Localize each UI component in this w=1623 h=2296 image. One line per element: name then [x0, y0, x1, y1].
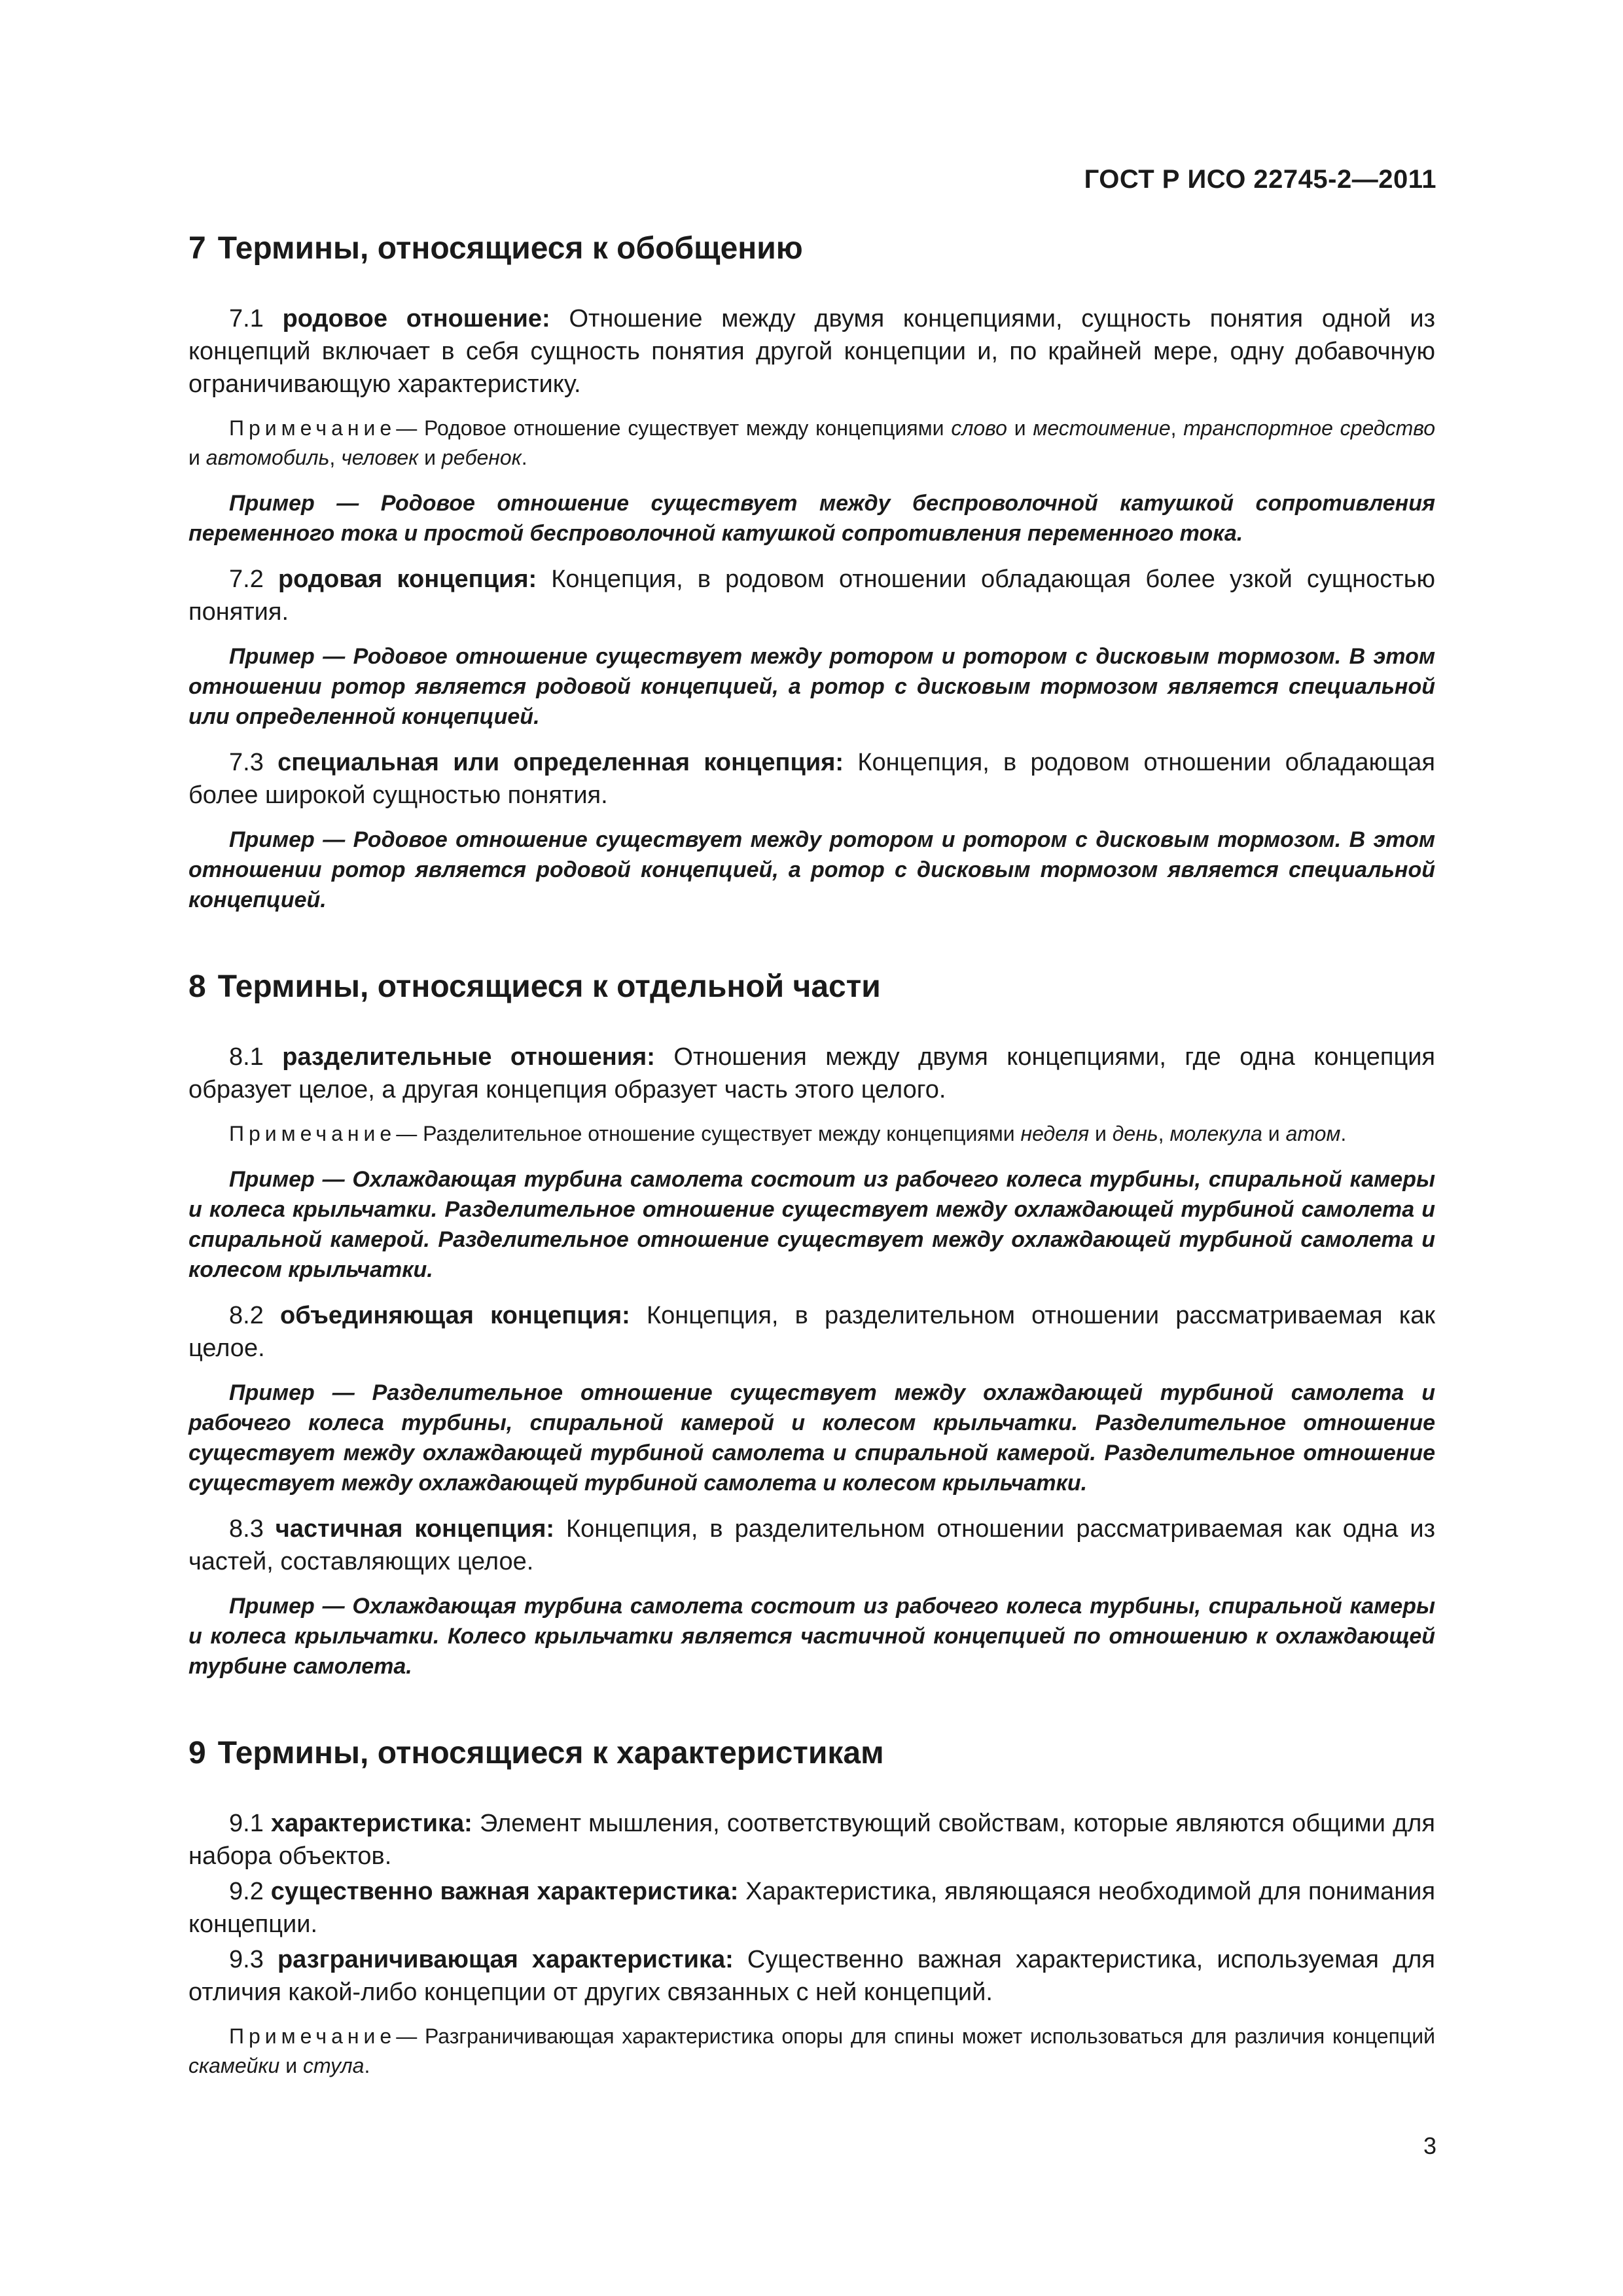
term-name: разграничивающая характеристика:	[277, 1946, 734, 1973]
term-number: 9.3	[229, 1946, 264, 1973]
term-name: объединяющая концепция:	[280, 1302, 630, 1329]
example-8-1: Пример — Охлаждающая турбина самолета состоит из рабочего колеса турбины, спиральной камеры и колеса крыльчатки. Разделительное отношение существует между охлаждающей турбиной самолета и спиральной камерой. Разделительное отношение существует между охлаждающей турбиной самолета и колесом крыльчатки.	[188, 1167, 1435, 1282]
term-8-2	[188, 1299, 1435, 1365]
note-text: и	[279, 2054, 303, 2077]
note-7-1	[188, 414, 1435, 473]
term-number: 8.3	[229, 1515, 264, 1543]
page-number: 3	[1423, 2132, 1436, 2159]
term-name: специальная или определенная концепция:	[277, 749, 844, 776]
term-name: родовая концепция:	[277, 565, 537, 593]
note-text: — Разграничивающая характеристика опоры для спины может использоваться для различия концепций	[396, 2024, 1435, 2048]
note-text: и	[1262, 1122, 1286, 1145]
term-definition: Отношения между двумя концепциями, где одна концепция образует целое, а другая концепция образует часть этого целого.	[188, 1043, 1436, 1103]
term-name: разделительные отношения:	[282, 1043, 655, 1071]
term-definition: Существенно важная характеристика, используемая для отличия какой-либо концепции от других связанных с ней концепций.	[188, 1946, 1435, 2006]
example-8-3: Пример — Охлаждающая турбина самолета состоит из рабочего колеса турбины, спиральной камеры и колеса крыльчатки. Колесо крыльчатки является частичной концепцией по отношению к охлаждающей турбине самолета.	[188, 1594, 1435, 1679]
term-definition: Концепция, в разделительном отношении рассматриваемая как одна из частей, составляющих целое.	[188, 1515, 1435, 1575]
note-text: — Родовое отношение существует между концепциями	[396, 416, 952, 440]
section-7-heading	[188, 229, 1435, 268]
term-8-3	[188, 1513, 1435, 1578]
note-label: Примечание	[229, 1122, 397, 1145]
note-italic: день	[1112, 1122, 1158, 1145]
term-name: частичная концепция:	[275, 1515, 555, 1543]
term-number: 7.2	[229, 565, 264, 593]
note-italic: автомобиль	[205, 446, 330, 469]
term-7-2	[188, 563, 1435, 628]
term-9-2	[188, 1875, 1435, 1941]
note-italic: атом	[1285, 1122, 1341, 1145]
note-text: .	[1340, 1122, 1347, 1145]
section-number: 8	[188, 969, 206, 1004]
section-number: 9	[188, 1736, 206, 1770]
section-number: 7	[188, 231, 206, 266]
note-label: Примечание	[229, 416, 397, 440]
section-8-heading	[188, 967, 1435, 1007]
term-number: 8.1	[229, 1043, 264, 1071]
document-id: ГОСТ Р ИСО 22745-2—2011	[1084, 165, 1436, 194]
note-text: и	[188, 446, 206, 469]
term-9-1	[188, 1807, 1435, 1873]
note-italic: скамейки	[188, 2054, 280, 2077]
section-title: Термины, относящиеся к обобщению	[217, 231, 803, 266]
term-definition: Характеристика, являющаяся необходимой для понимания концепции.	[188, 1878, 1436, 1938]
term-name: родовое отношение:	[282, 305, 550, 332]
example-8-2: Пример — Разделительное отношение существует между охлаждающей турбиной самолета и рабочего колеса турбины, спиральной камерой и колесом крыльчатки. Разделительное отношение существует между охлаждающей турбиной самолета и спиральной камерой. Разделительное отношение существует между охлаждающей турбиной самолета и колесом крыльчатки.	[188, 1380, 1435, 1496]
term-number: 9.1	[229, 1810, 264, 1837]
term-name: существенно важная характеристика:	[270, 1878, 739, 1905]
note-italic: человек	[341, 446, 419, 469]
note-text: .	[521, 446, 527, 469]
section-title: Термины, относящиеся к отдельной части	[217, 969, 881, 1004]
section-9-heading	[188, 1734, 1435, 1773]
note-text: .	[364, 2054, 370, 2077]
example-7-1: Пример — Родовое отношение существует между беспроволочной катушкой сопротивления переменного тока и простой беспроволочной катушкой сопротивления переменного тока.	[188, 491, 1435, 546]
note-italic: местоимение	[1033, 416, 1171, 440]
term-definition: Элемент мышления, соответствующий свойствам, которые являются общими для набора объектов.	[188, 1810, 1435, 1870]
section-title: Термины, относящиеся к характеристикам	[217, 1736, 884, 1770]
term-number: 7.1	[229, 305, 264, 332]
term-definition: Концепция, в родовом отношении обладающая более широкой сущностью понятия.	[188, 749, 1435, 809]
note-label: Примечание	[229, 2024, 397, 2048]
note-text: ,	[329, 446, 342, 469]
note-text: и	[418, 446, 442, 469]
term-number: 9.2	[229, 1878, 264, 1905]
term-8-1	[188, 1041, 1435, 1106]
term-definition: Концепция, в родовом отношении обладающая более узкой сущностью понятия.	[188, 565, 1435, 626]
note-text: и	[1007, 416, 1033, 440]
note-text: — Разделительное отношение существует между концепциями	[396, 1122, 1021, 1145]
note-text: ,	[1170, 416, 1184, 440]
term-7-3	[188, 746, 1435, 812]
note-italic: молекула	[1169, 1122, 1262, 1145]
note-italic: транспортное средство	[1183, 416, 1436, 440]
note-italic: слово	[951, 416, 1007, 440]
term-definition: Отношение между двумя концепциями, сущность понятия одной из концепций включает в себя сущность понятия другой концепции и, по крайней мере, одну добавочную ограничивающую характеристику.	[188, 305, 1436, 398]
note-text: ,	[1158, 1122, 1170, 1145]
note-8-1	[188, 1119, 1435, 1149]
note-9-3	[188, 2022, 1435, 2081]
page-content	[188, 229, 1435, 2096]
example-7-3: Пример — Родовое отношение существует между ротором и ротором с дисковым тормозом. В этом отношении ротор является родовой концепцией, а ротор с дисковым тормозом является специальной концепцией.	[188, 827, 1435, 912]
term-9-3	[188, 1943, 1435, 2009]
note-italic: неделя	[1020, 1122, 1090, 1145]
term-name: характеристика:	[270, 1810, 473, 1837]
note-text: и	[1089, 1122, 1113, 1145]
term-definition: Концепция, в разделительном отношении рассматриваемая как целое.	[188, 1302, 1435, 1362]
example-7-2: Пример — Родовое отношение существует между ротором и ротором с дисковым тормозом. В этом отношении ротор является родовой концепцией, а ротор с дисковым тормозом является специальной или определенной концепцией.	[188, 644, 1435, 729]
term-number: 7.3	[229, 749, 264, 776]
note-italic: стула	[303, 2054, 365, 2077]
term-7-1	[188, 302, 1435, 401]
note-italic: ребенок	[441, 446, 522, 469]
term-number: 8.2	[229, 1302, 264, 1329]
